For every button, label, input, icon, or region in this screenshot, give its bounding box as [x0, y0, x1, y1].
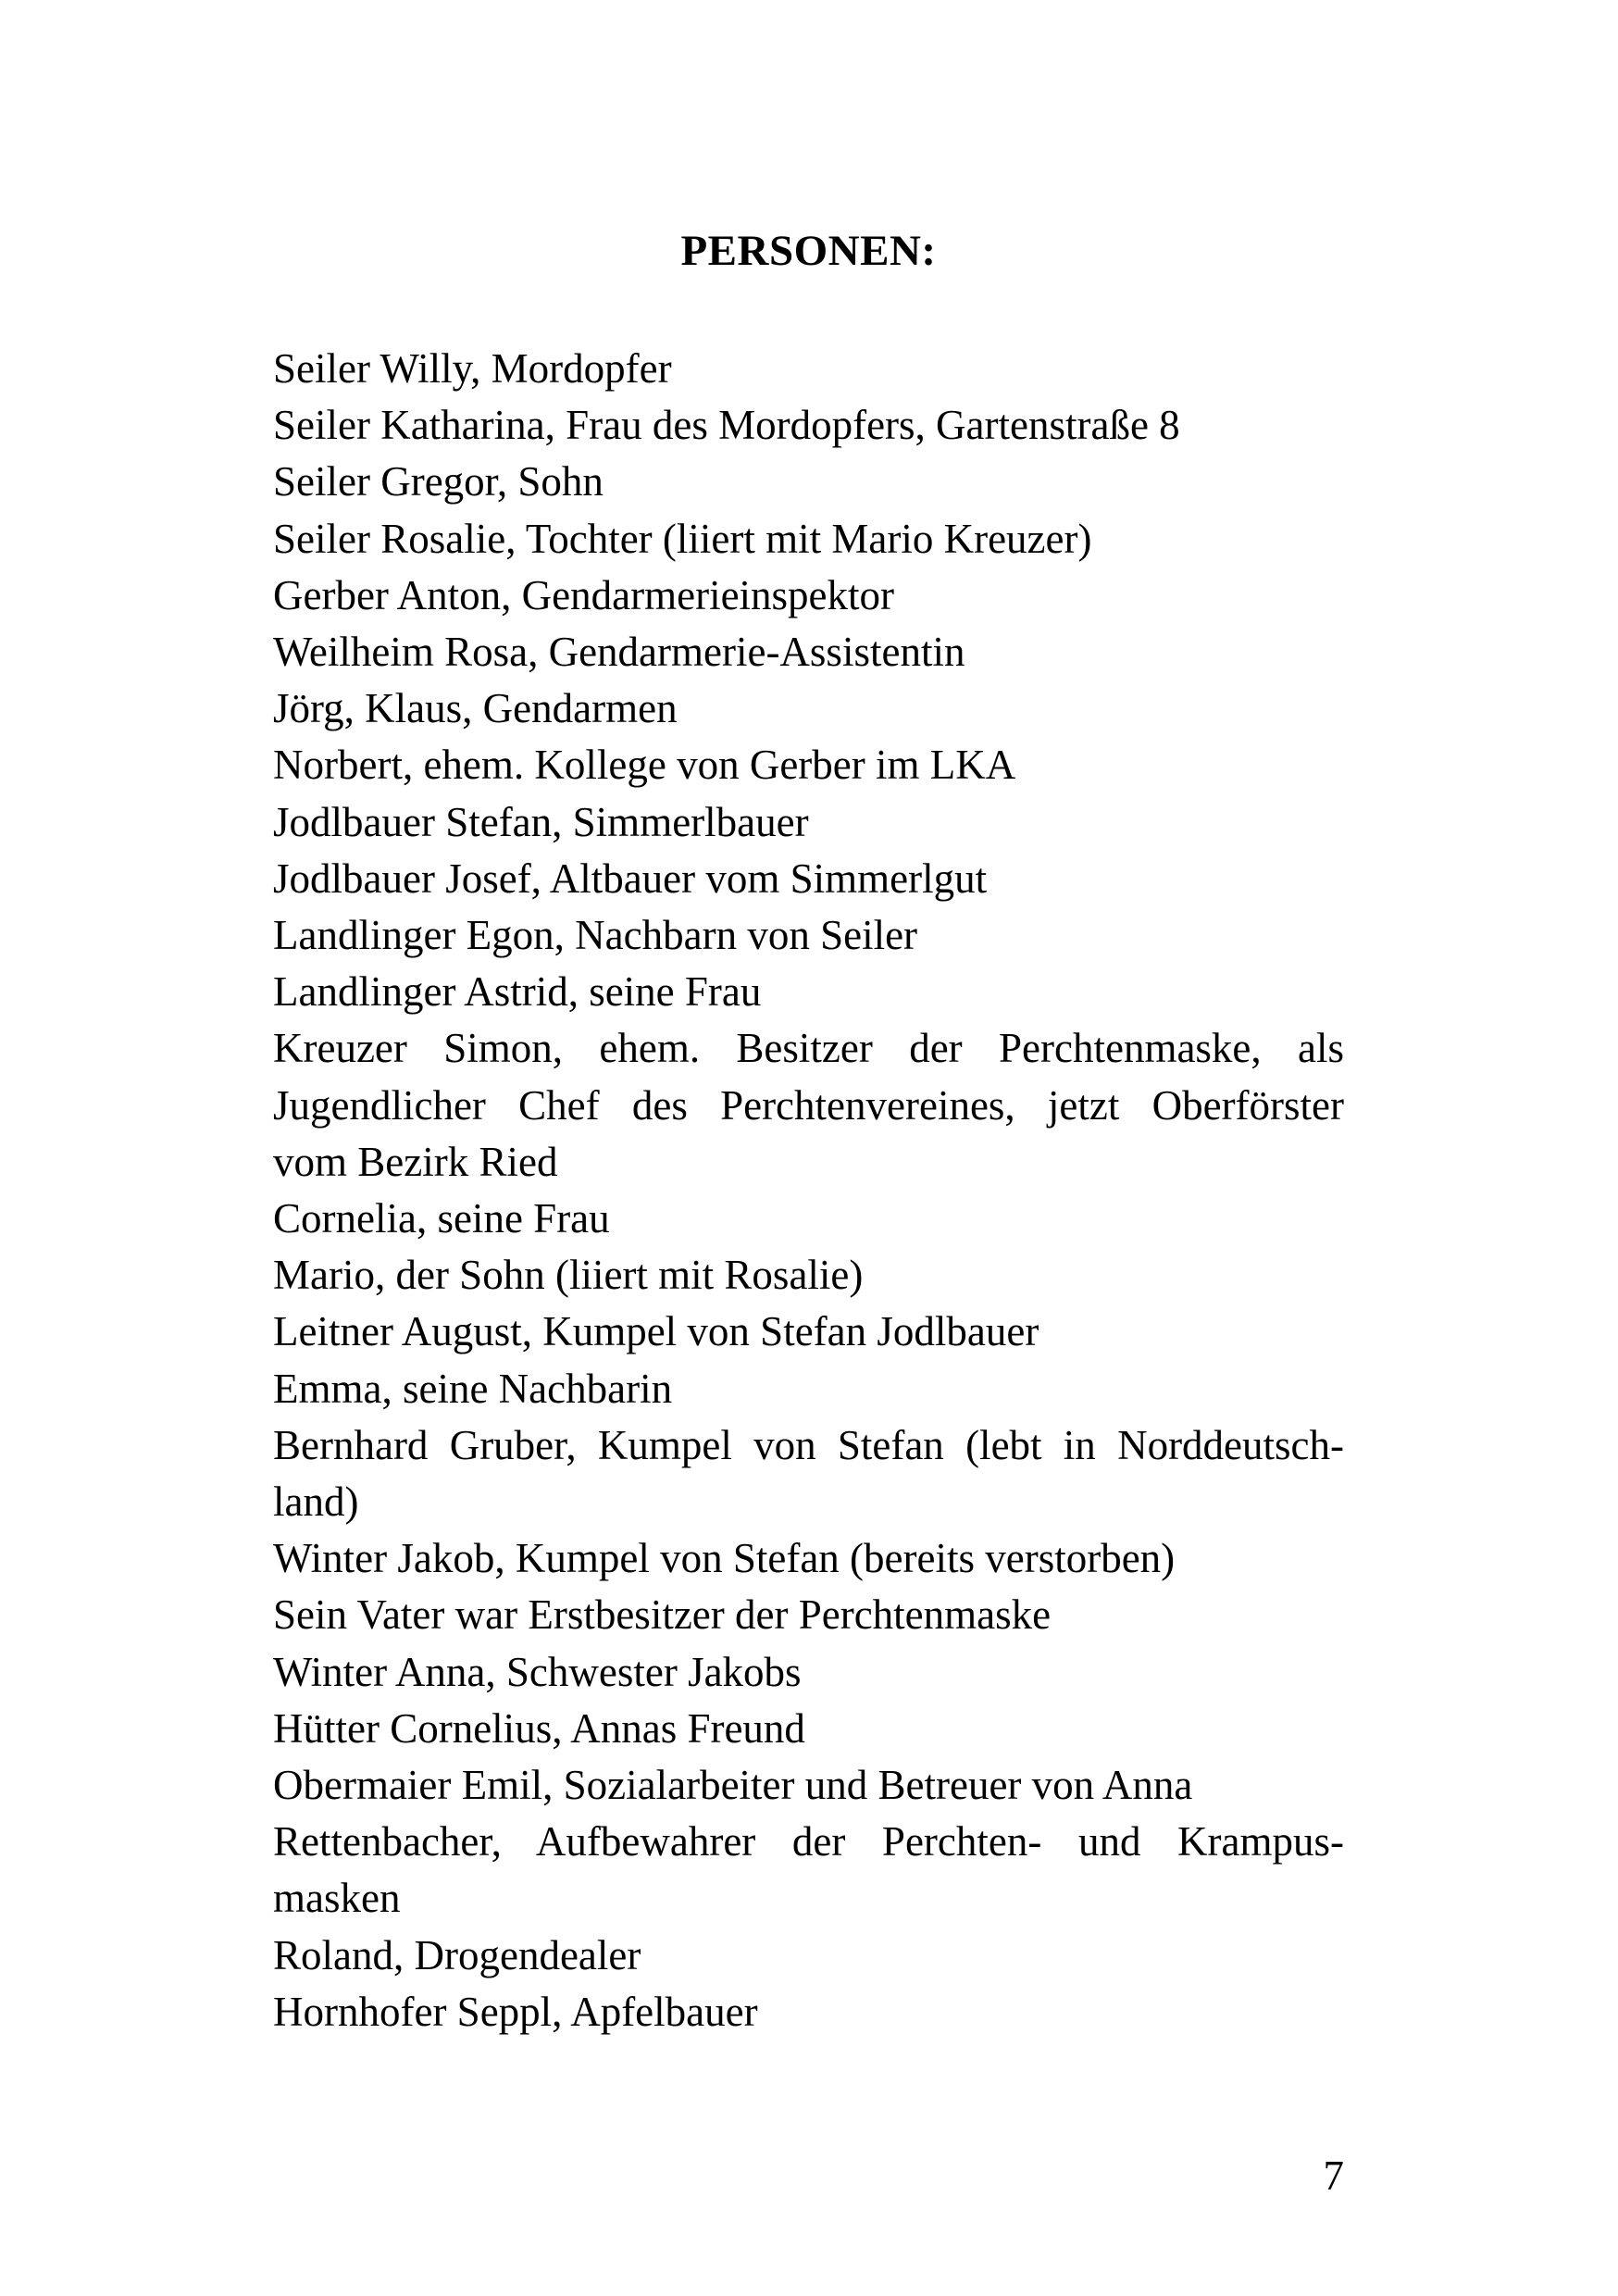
person-line: Kreuzer Simon, ehem. Besitzer der Perchtenmaske, als	[273, 1025, 1344, 1072]
person-line: Norbert, ehem. Kollege von Gerber im LKA	[273, 742, 1016, 789]
person-line: Mario, der Sohn (liiert mit Rosalie)	[273, 1252, 864, 1299]
person-line: Seiler Katharina, Frau des Mordopfers, Gartenstraße 8	[273, 402, 1180, 449]
person-line: Obermaier Emil, Sozialarbeiter und Betreuer von Anna	[273, 1762, 1193, 1809]
person-line: land)	[273, 1479, 359, 1526]
person-line: Seiler Gregor, Sohn	[273, 458, 604, 505]
text-column	[273, 0, 1344, 2296]
person-line: Bernhard Gruber, Kumpel von Stefan (lebt in Norddeutsch-	[273, 1421, 1344, 1468]
person-line: Winter Jakob, Kumpel von Stefan (bereits verstorben)	[273, 1535, 1176, 1582]
person-line: Landlinger Egon, Nachbarn von Seiler	[273, 912, 918, 959]
page-number: 7	[1323, 2152, 1344, 2199]
person-line: Hornhofer Seppl, Apfelbauer	[273, 1988, 758, 2035]
person-line: Jodlbauer Stefan, Simmerlbauer	[273, 798, 809, 845]
person-line: Cornelia, seine Frau	[273, 1195, 610, 1242]
person-line: masken	[273, 1875, 401, 1922]
person-line: Weilheim Rosa, Gendarmerie-Assistentin	[273, 629, 965, 676]
person-list	[273, 341, 1344, 2040]
person-line: Hütter Cornelius, Annas Freund	[273, 1704, 805, 1752]
person-line: Landlinger Astrid, seine Frau	[273, 968, 762, 1016]
person-line: Emma, seine Nachbarin	[273, 1365, 673, 1412]
page-title: PERSONEN:	[680, 227, 937, 275]
person-line: Sein Vater war Erstbesitzer der Perchtenmaske	[273, 1591, 1052, 1639]
person-line: vom Bezirk Ried	[273, 1138, 558, 1185]
person-line: Leitner August, Kumpel von Stefan Jodlbauer	[273, 1308, 1039, 1355]
person-line: Rettenbacher, Aufbewahrer der Perchten- und Krampus-	[273, 1818, 1344, 1866]
person-line: Jodlbauer Josef, Altbauer vom Simmerlgut	[273, 855, 988, 902]
person-line: Jugendlicher Chef des Perchtenvereines, jetzt Oberförster	[273, 1081, 1344, 1129]
person-line: Seiler Rosalie, Tochter (liiert mit Mario Kreuzer)	[273, 515, 1092, 562]
person-line: Gerber Anton, Gendarmerieinspektor	[273, 571, 895, 618]
person-line: Jörg, Klaus, Gendarmen	[273, 685, 678, 732]
person-line: Roland, Drogendealer	[273, 1931, 641, 1978]
person-line: Seiler Willy, Mordopfer	[273, 345, 672, 392]
person-line: Winter Anna, Schwester Jakobs	[273, 1648, 802, 1695]
